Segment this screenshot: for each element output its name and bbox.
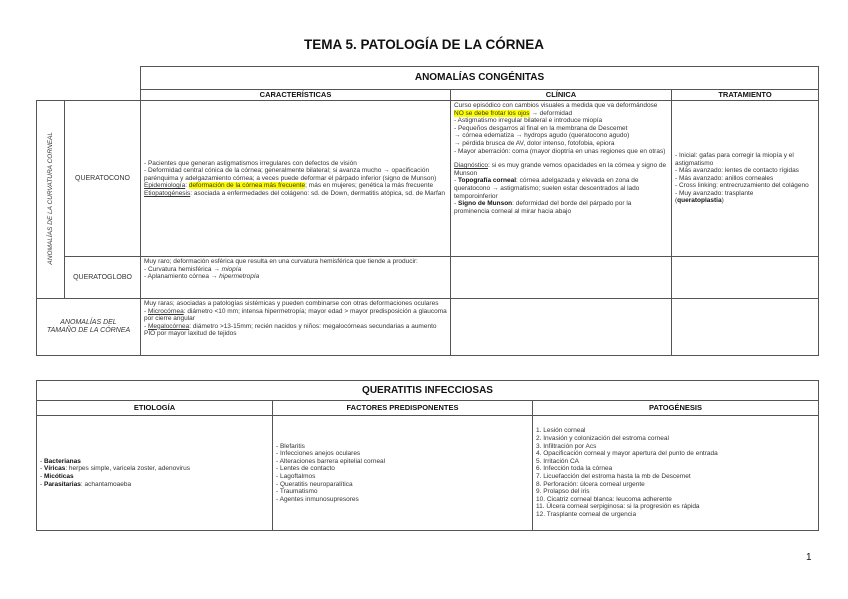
text-line: - Más avanzado: lentes de contacto rígidas	[675, 167, 799, 175]
text-line: - Inicial: gafas para corregir la miopía y el astigmatismo	[675, 151, 794, 167]
row-label: QUERATOCONO	[65, 101, 141, 257]
list-item: - Blefaritis	[276, 442, 305, 450]
text: : asociada a enfermedades del colágeno: sd. de Down, dermatitis atópica, sd. de Marfan	[190, 189, 445, 197]
row-label: ANOMALÍAS DEL TAMAÑO DE LA CÓRNEA	[37, 299, 141, 356]
list-item: - Queratitis neuroparalítica	[276, 480, 353, 488]
blank-cell	[37, 90, 141, 101]
text: → deformidad	[529, 109, 573, 117]
list-item: 10. Cicatriz corneal blanca: leucoma adherente	[536, 495, 672, 503]
label: Parasitarias	[43, 480, 81, 488]
list-item: 8. Perforación: úlcera corneal urgente	[536, 480, 645, 488]
list-item: - Micóticas	[40, 473, 74, 480]
text-line: → pérdida brusca de AV, dolor intenso, fotofobia, epiora	[454, 139, 615, 147]
list-item: 7. Licuefacción del estroma hasta la mb de Descemet	[536, 473, 691, 480]
column-header: FACTORES PREDISPONENTES	[273, 401, 533, 416]
text-line: - Pacientes que generan astigmatismos irregulares con defectos de visión	[144, 159, 357, 167]
epidemiologia-line	[144, 182, 447, 190]
text: ; más en mujeres; genética la más frecuente	[305, 182, 434, 190]
text-line	[144, 266, 447, 274]
queratitis-table	[36, 380, 819, 531]
list-item: - Parasitarias: achantamoaeba	[40, 480, 132, 488]
text-line: - Deformidad central cónica de la córnea; generalmente bilateral; si avanza mucho → opacificación parénquima y adelgazamiento córnea; a veces puede deformar el párpado inferior (signo de Munson)	[144, 167, 437, 182]
sep: :	[185, 182, 189, 190]
list-item: 3. Infiltración por Acs	[536, 442, 597, 450]
table-row	[37, 101, 819, 257]
list-item: - Lagoftalmos	[276, 473, 316, 480]
tratamiento-cell	[672, 299, 819, 356]
caracteristicas-cell	[141, 299, 451, 356]
text: : si es muy grande vemos opacidades en la córnea y signo de Munson	[454, 162, 667, 177]
caracteristicas-cell	[141, 257, 451, 299]
group-label	[37, 101, 65, 299]
text-line	[454, 110, 668, 118]
label: Topografía corneal	[457, 177, 517, 185]
column-header: TRATAMIENTO	[672, 90, 819, 101]
etiopatogenesis-line	[144, 190, 447, 198]
tratamiento-cell	[672, 101, 819, 257]
list-item: 5. Irritación CA	[536, 457, 579, 465]
clinica-cell	[451, 257, 672, 299]
list-item: - Lentes de contacto	[276, 465, 335, 473]
highlight: deformación de la córnea más frecuente	[188, 182, 306, 190]
table-row	[37, 299, 819, 356]
section-header: ANOMALÍAS CONGÉNITAS	[141, 67, 819, 90]
bold-term: queratoplastia	[677, 197, 722, 205]
list-item: 11. Úlcera corneal serpiginosa: si la progresión es rápida	[536, 503, 700, 511]
text: : diámetro <10 mm; intensa hipermetropía; mayor edad > mayor predisposición a glaucoma por cierre angular	[144, 307, 447, 323]
text-line: - Megalocórnea: diámetro >13-15mm; recién nacidos y niños: megalocórneas secundarias a aumento PIO por mayor laxitud de tejidos	[144, 322, 437, 338]
text-line: - Microcórnea: diámetro <10 mm; intensa hipermetropía; mayor edad > mayor predisposición a glaucoma por cierre angular	[144, 307, 447, 323]
label: Megalocórnea	[147, 322, 190, 330]
clinica-cell	[451, 101, 672, 257]
text: : córnea adelgazada y elevada en zona de queratocono → astigmatismo; suelen estar descentrados al lado temporoinferior	[454, 177, 640, 200]
column-header: CARACTERÍSTICAS	[141, 90, 451, 101]
list-item: 1. Lesión corneal	[536, 427, 586, 435]
label: Microcórnea	[147, 307, 184, 315]
text-line: - Topografía corneal: córnea adelgazada y elevada en zona de queratocono → astigmatismo; suelen estar descentrados al lado temporoinferior	[454, 177, 640, 200]
highlight: NO se debe frotar los ojos	[454, 109, 530, 117]
text-line: Muy raro; deformación esférica que resulta en una curvatura hemisférica que tiende a producir:	[144, 258, 418, 265]
text-line	[454, 162, 668, 177]
group-label-text: ANOMALÍAS DE LA CURVATURA CORNEAL	[46, 131, 54, 265]
table-row	[37, 416, 819, 531]
list-item: - Víricas: herpes simple, varicela zoster, adenovirus	[40, 465, 190, 473]
etiologia-cell	[37, 416, 273, 531]
clinica-cell	[451, 299, 672, 356]
text-line: Curso episódico con cambios visuales a medida que va deformándose	[454, 102, 658, 109]
list-item: - Agentes inmunosupresores	[276, 495, 359, 503]
list-item: 12. Trasplante corneal de urgencia	[536, 510, 637, 518]
text: - Aplanamiento córnea →	[144, 273, 220, 281]
list-item: - Traumatismo	[276, 488, 318, 496]
tratamiento-cell	[672, 257, 819, 299]
label: Micóticas	[43, 473, 74, 480]
text-line: → córnea edematiza → hydrops agudo (queratocono agudo)	[454, 132, 630, 140]
text-line: - Cross linking: entrecruzamiento del colágeno	[675, 182, 809, 190]
table-row	[37, 257, 819, 299]
list-item: - Bacterianas	[40, 457, 81, 465]
label: Bacterianas	[43, 457, 81, 465]
blank-cell	[37, 67, 141, 90]
list-item: 2. Invasión y colonización del estroma corneal	[536, 435, 669, 443]
italic-term: miopía	[221, 265, 242, 273]
label: Víricas	[43, 465, 66, 473]
label: Diagnóstico	[454, 162, 488, 170]
list-item: - Infecciones anejos oculares	[276, 450, 361, 458]
text: : herpes simple, varicela zoster, adenovirus	[65, 465, 190, 473]
list-item: 4. Opacificación corneal y mayor apertura del punto de entrada	[536, 450, 718, 458]
label: Epidemiología	[144, 182, 186, 190]
page-number: 1	[806, 552, 812, 563]
anomalias-congenitas-table	[36, 66, 819, 356]
text-line: - Signo de Munson: deformidad del borde del párpado por la prominencia corneal al mirar hacia abajo	[454, 200, 632, 215]
text: : achantamoaeba	[80, 480, 132, 488]
list-item: - Alteraciones barrera epitelial corneal	[276, 457, 386, 465]
list-item: 6. Infección toda la córnea	[536, 465, 613, 473]
page-title: TEMA 5. PATOLOGÍA DE LA CÓRNEA	[303, 37, 544, 52]
text-line: - Pequeños desgarros al final en la membrana de Descemet	[454, 124, 628, 132]
column-header: PATOGÉNESIS	[533, 401, 819, 416]
text: : diámetro >13-15mm; recién nacidos y niños: megalocórneas secundarias a aumento PIO por mayor laxitud de tejidos	[144, 322, 437, 338]
caracteristicas-cell	[141, 101, 451, 257]
label: Etiopatogénesis	[144, 189, 191, 197]
list-item: 9. Prolapso del iris	[536, 488, 590, 496]
section-header: QUERATITIS INFECCIOSAS	[37, 381, 819, 401]
row-label: QUERATOGLOBO	[65, 257, 141, 299]
text: : deformidad del borde del párpado por la prominencia corneal al mirar hacia abajo	[454, 200, 632, 215]
text-line: - Astigmatismo irregular bilateral e introduce miopía	[454, 117, 603, 125]
text-line: - Más avanzado: anillos corneales	[675, 174, 774, 182]
text-line: - Mayor aberración: coma (mayor dioptría en unas regiones que en otras)	[454, 147, 666, 155]
text-line	[144, 273, 447, 281]
text-line: Muy raras; asociadas a patologías sistémicas y pueden combinarse con otras deformaciones oculares	[144, 300, 439, 307]
patogenesis-cell	[533, 416, 819, 531]
italic-term: hipermetropía	[219, 273, 260, 281]
label: Signo de Munson	[457, 200, 513, 208]
text-line: - Muy avanzado: trasplante	[675, 189, 754, 197]
column-header: CLÍNICA	[451, 90, 672, 101]
text-line: (queratoplastia)	[675, 197, 724, 205]
column-header: ETIOLOGÍA	[37, 401, 273, 416]
factores-cell	[273, 416, 533, 531]
text: - Curvatura hemisférica →	[144, 265, 222, 273]
